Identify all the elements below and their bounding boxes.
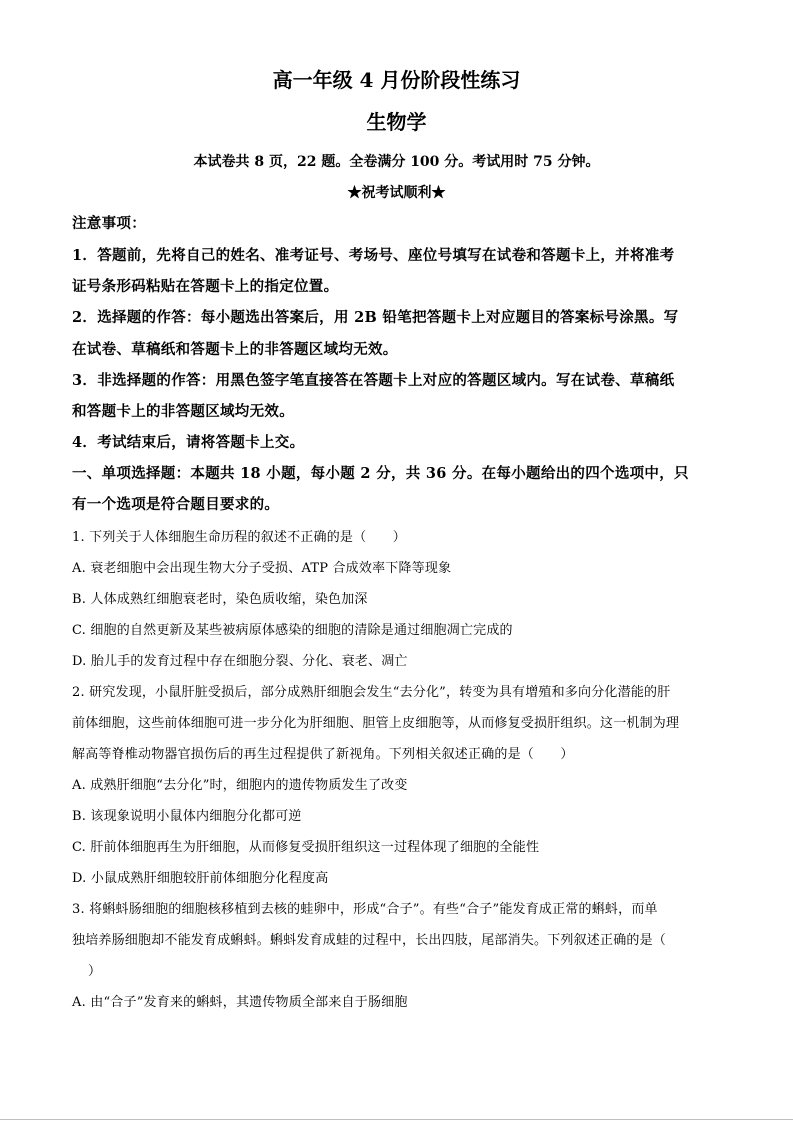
question-3-stem: ） (88, 964, 102, 979)
question-1-option-a: A. 衰老细胞中会出现生物大分子受损、ATP 合成效率下降等现象 (72, 561, 452, 576)
question-3-stem: 独培养肠细胞却不能发育成蝌蚪。蝌蚪发育成蛙的过程中，长出四肢，尾部消失。下列叙述正确的是（ (72, 933, 667, 948)
notice-line: 证号条形码粘贴在答题卡上的指定位置。 (72, 278, 339, 295)
question-2-option-d: D. 小鼠成熟肝细胞较肝前体细胞分化程度高 (72, 871, 329, 886)
question-1-stem: 1. 下列关于人体细胞生命历程的叙述不正确的是（ ） (72, 530, 406, 545)
section-heading: 有一个选项是符合题目要求的。 (72, 496, 280, 513)
notice-line: 在试卷、草稿纸和答题卡上的非答题区域均无效。 (72, 341, 398, 358)
question-2-stem: 解高等脊椎动物器官损伤后的再生过程提供了新视角。下列相关叙述正确的是（ ） (72, 747, 574, 762)
notice-line: 和答题卡上的非答题区域均无效。 (72, 403, 294, 420)
page-bottom-divider (0, 1119, 793, 1120)
question-2-stem: 2. 研究发现，小鼠肝脏受损后，部分成熟肝细胞会发生“去分化”，转变为具有增殖和多向分化潜能的肝 (72, 685, 671, 700)
exam-info: 本试卷共 8 页，22 题。全卷满分 100 分。考试用时 75 分钟。 (193, 154, 600, 170)
exam-wish: ★祝考试顺利★ (347, 185, 446, 201)
section-heading: 一、单项选择题：本题共 18 小题，每小题 2 分，共 36 分。在每小题给出的四个选项中，只 (72, 465, 689, 482)
question-3-stem: 3. 将蝌蚪肠细胞的细胞核移植到去核的蛙卵中，形成“合子”。有些“合子”能发育成正常的蝌蚪，而单 (72, 902, 658, 917)
question-2-option-b: B. 该现象说明小鼠体内细胞分化都可逆 (72, 809, 302, 824)
question-1-option-d: D. 胎儿手的发育过程中存在细胞分裂、分化、衰老、凋亡 (72, 654, 408, 669)
notice-heading: 注意事项： (72, 215, 146, 232)
exam-subject: 生物学 (366, 110, 427, 134)
question-1-option-b: B. 人体成熟红细胞衰老时，染色质收缩，染色加深 (72, 592, 368, 607)
question-2-stem: 前体细胞，这些前体细胞可进一步分化为肝细胞、胆管上皮细胞等，从而修复受损肝组织。这一机制为理 (72, 716, 680, 731)
notice-line: 1．答题前，先将自己的姓名、准考证号、考场号、座位号填写在试卷和答题卡上，并将准考 (72, 247, 675, 264)
question-2-option-a: A. 成熟肝细胞“去分化”时，细胞内的遗传物质发生了改变 (72, 778, 408, 793)
notice-line: 4．考试结束后，请将答题卡上交。 (72, 434, 305, 451)
exam-title: 高一年级 4 月份阶段性练习 (272, 68, 521, 92)
question-3-option-a: A. 由“合子”发育来的蝌蚪，其遗传物质全部来自于肠细胞 (72, 995, 408, 1010)
question-1-option-c: C. 细胞的自然更新及某些被病原体感染的细胞的清除是通过细胞凋亡完成的 (72, 623, 513, 638)
notice-line: 2．选择题的作答：每小题选出答案后，用 2B 铅笔把答题卡上对应题目的答案标号涂黑。写 (72, 309, 679, 326)
notice-line: 3．非选择题的作答：用黑色签字笔直接答在答题卡上对应的答题区域内。写在试卷、草稿纸 (72, 372, 675, 389)
question-2-option-c: C. 肝前体细胞再生为肝细胞，从而修复受损肝组织这一过程体现了细胞的全能性 (72, 840, 540, 855)
